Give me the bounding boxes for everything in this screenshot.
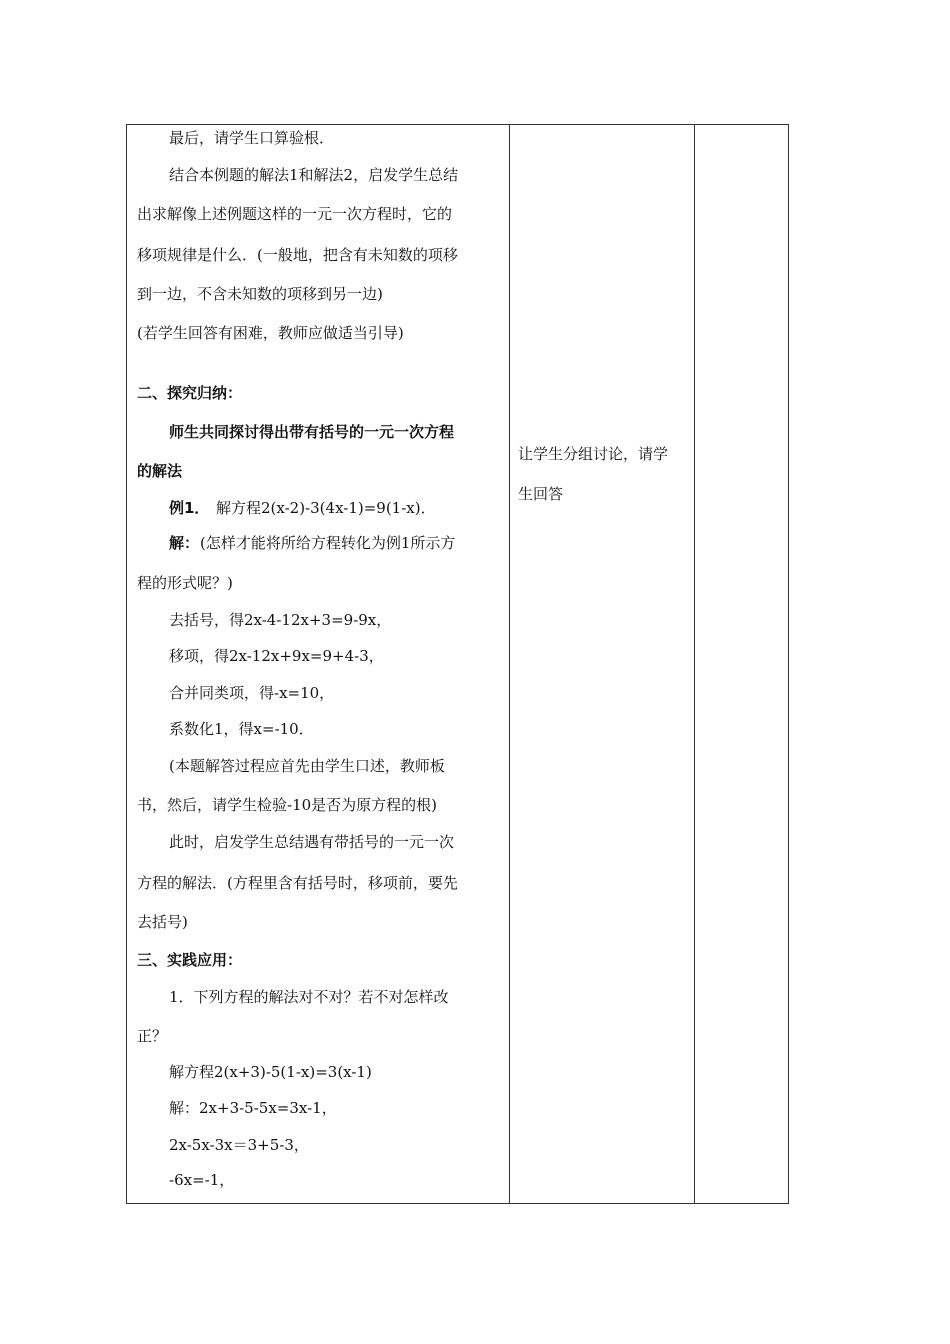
content-line: 1．下列方程的解法对不对？若不对怎样改 [169, 988, 449, 1006]
content-line: 结合本例题的解法1和解法2，启发学生总结 [169, 166, 459, 184]
solution-label: 解： [169, 534, 200, 552]
solution-step: 系数化1，得x=-10． [169, 720, 314, 738]
column-divider-2 [694, 125, 695, 1203]
activity-line: 生回答 [518, 485, 564, 503]
content-line: 正？ [137, 1027, 168, 1045]
example-problem: 解方程2(x-2)-3(4x-1)=9(1-x)． [216, 499, 436, 517]
content-line: 方程的解法．(方程里含有括号时，移项前，要先 [137, 874, 458, 892]
content-line: 此时，启发学生总结遇有带括号的一元一次 [169, 833, 455, 851]
content-line: 去括号) [137, 913, 188, 931]
example-label: 例1． [169, 499, 210, 517]
solution-step: 合并同类项，得-x=10， [169, 684, 335, 702]
content-line: 的解法 [137, 462, 183, 480]
content-line: 到一边，不含未知数的项移到另一边) [137, 285, 383, 303]
content-line: 最后，请学生口算验根． [169, 129, 335, 147]
activity-line: 让学生分组讨论，请学 [518, 445, 669, 463]
content-line: 书，然后，请学生检验-10是否为原方程的根) [137, 796, 438, 814]
practice-step: 2x-5x-3x＝3+5-3， [169, 1136, 309, 1154]
practice-equation: 解方程2(x+3)-5(1-x)=3(x-1) [169, 1063, 372, 1081]
practice-step: 解：2x+3-5-5x=3x-1， [169, 1099, 337, 1117]
solution-step: 去括号，得2x-4-12x+3=9-9x， [169, 611, 392, 629]
content-line: 移项规律是什么．(一般地，把含有未知数的项移 [137, 246, 458, 264]
practice-step: -6x=-1， [169, 1171, 235, 1189]
content-line: 程的形式呢？) [137, 574, 233, 592]
content-line: (若学生回答有困难，教师应做适当引导) [137, 324, 404, 342]
content-line: 出求解像上述例题这样的一元一次方程时，它的 [137, 205, 453, 223]
content-line: (本题解答过程应首先由学生口述，教师板 [169, 757, 445, 775]
section-heading-explore: 二、探究归纳： [137, 384, 243, 402]
content-line: (怎样才能将所给方程转化为例1所示方 [200, 534, 456, 552]
solution-step: 移项，得2x-12x+9x=9+4-3， [169, 647, 384, 665]
content-line: 师生共同探讨得出带有括号的一元一次方程 [169, 423, 455, 441]
section-heading-practice: 三、实践应用： [137, 951, 243, 969]
column-divider-1 [509, 125, 510, 1203]
